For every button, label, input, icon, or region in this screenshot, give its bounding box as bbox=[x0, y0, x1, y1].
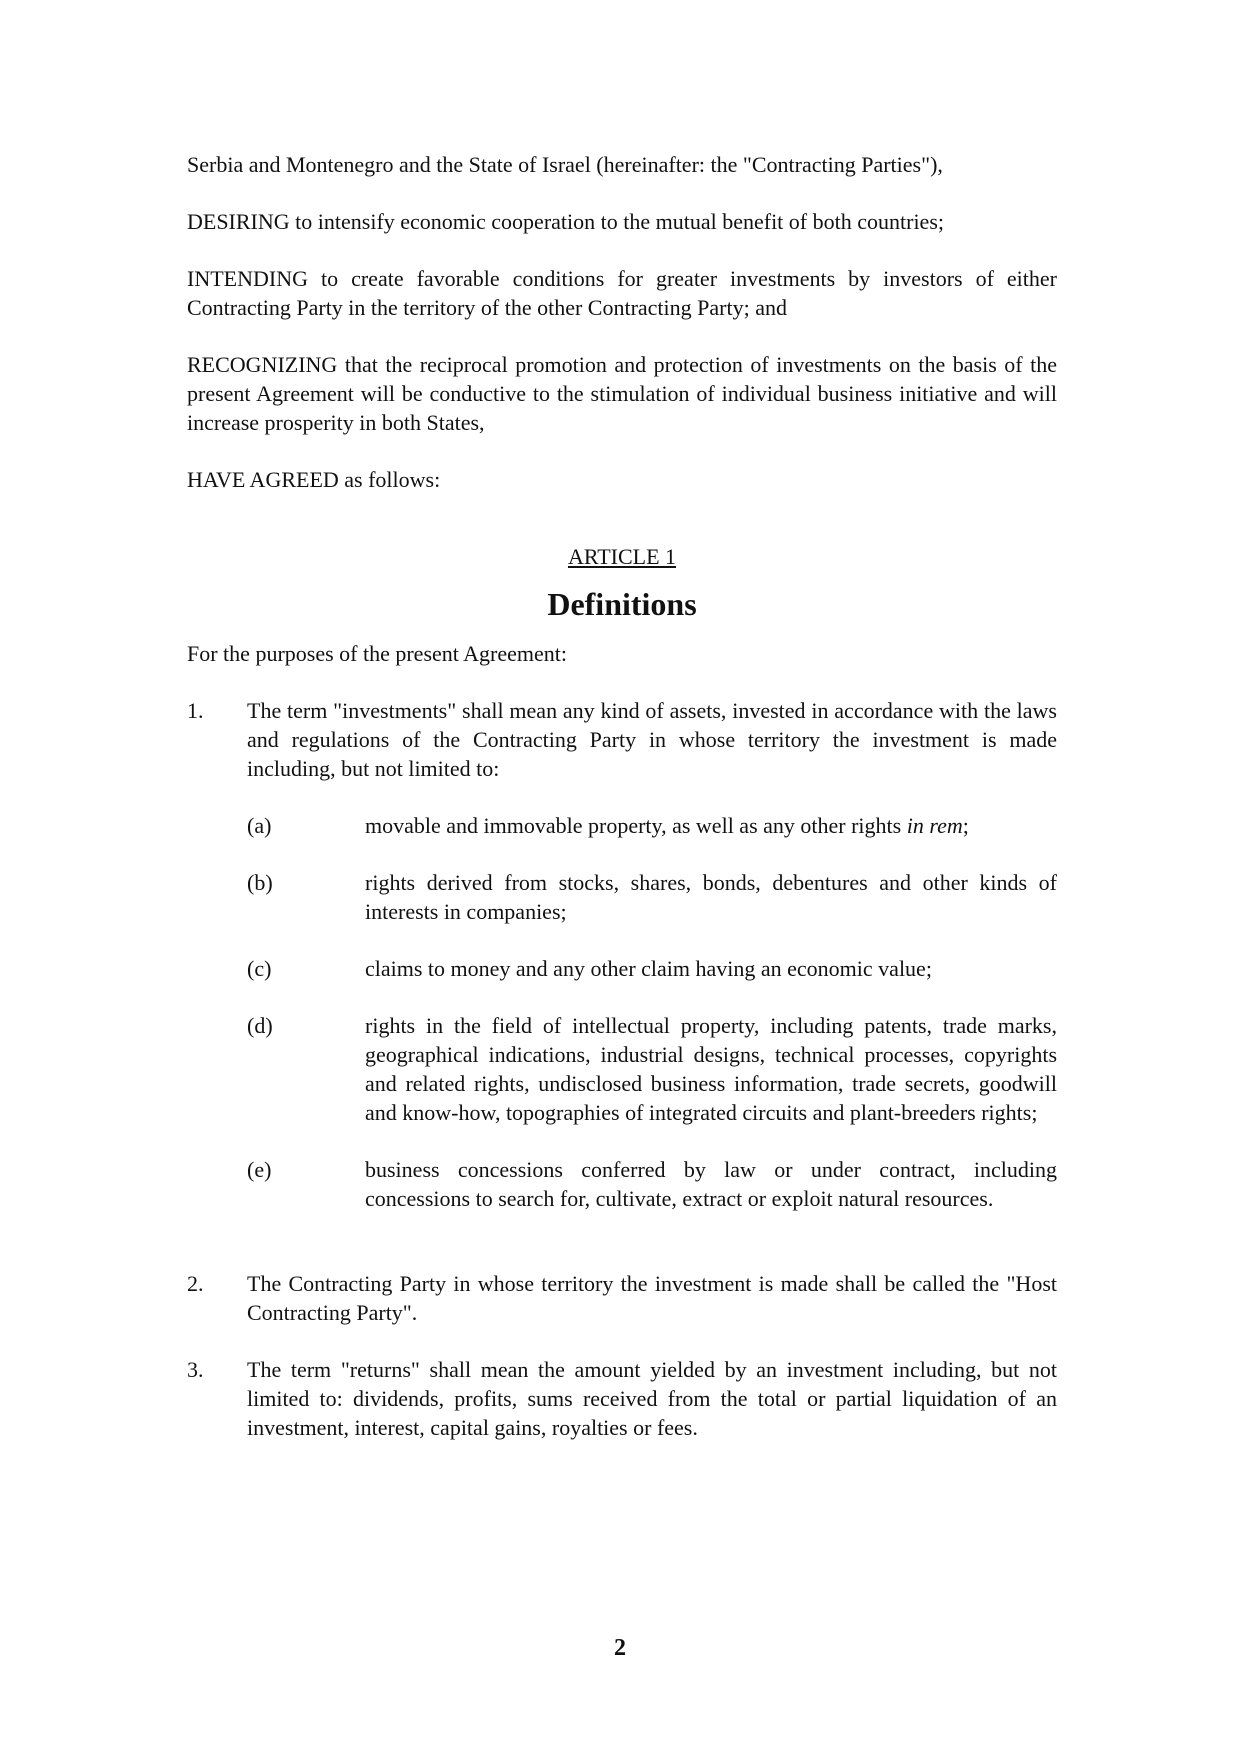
sub-item bbox=[247, 868, 1057, 926]
intro-desiring: DESIRING to intensify economic cooperation to the mutual benefit of both countries; bbox=[187, 209, 944, 234]
intro-agreed: HAVE AGREED as follows: bbox=[187, 467, 441, 492]
sub-item-italic: in rem bbox=[906, 813, 963, 838]
sub-item-text: rights in the field of intellectual property, including patents, trade marks, geographical indications, industrial designs, technical processes, copyrights and related rights, undisclosed business information, trade secrets, goodwill and know-how, topographies of integrated circuits and plant-breeders rights; bbox=[365, 1013, 1057, 1125]
article-title: Definitions bbox=[547, 586, 697, 622]
sub-item-letter: (a) bbox=[247, 813, 272, 838]
sub-item bbox=[247, 1011, 1057, 1127]
sub-item-letter: (c) bbox=[247, 956, 272, 981]
intro-intending: INTENDING to create favorable conditions for greater investments by investors of either Contracting Party in the territory of the other Contracting Party; and bbox=[187, 266, 1057, 320]
item-text: The term "returns" shall mean the amount yielded by an investment including, but not limited to: dividends, profits, sums received from the total or partial liquidation of an investment, interest, capital gains, royalties or fees. bbox=[247, 1357, 1057, 1440]
sub-item bbox=[247, 954, 1057, 983]
sub-item-letter: (e) bbox=[247, 1157, 272, 1182]
item-number: 2. bbox=[187, 1271, 204, 1296]
sub-item-text: business concessions conferred by law or under contract, including concessions to search for, cultivate, extract or exploit natural resources. bbox=[365, 1157, 1057, 1211]
page-number: 2 bbox=[614, 1635, 626, 1661]
sub-item-letter: (b) bbox=[247, 870, 273, 895]
item-number: 3. bbox=[187, 1357, 204, 1382]
sub-item bbox=[247, 811, 1057, 840]
intro-recognizing: RECOGNIZING that the reciprocal promotion and protection of investments on the basis of the present Agreement will be conductive to the stimulation of individual business initiative and will increase prosperity in both States, bbox=[187, 352, 1057, 435]
document-page bbox=[187, 150, 1057, 1470]
sub-item-text: movable and immovable property, as well as any other rights in rem; bbox=[365, 813, 969, 838]
sub-item bbox=[247, 1155, 1057, 1213]
item-number: 1. bbox=[187, 698, 204, 723]
item-text: The term "investments" shall mean any kind of assets, invested in accordance with the laws and regulations of the Contracting Party in whose territory the investment is made including, but not limited to: bbox=[247, 698, 1057, 781]
sub-item-letter: (d) bbox=[247, 1013, 273, 1038]
article-lead: For the purposes of the present Agreement: bbox=[187, 641, 568, 666]
sub-list bbox=[247, 811, 1057, 1213]
intro-parties: Serbia and Montenegro and the State of Israel (hereinafter: the "Contracting Parties"), bbox=[187, 152, 943, 177]
item-text: The Contracting Party in whose territory the investment is made shall be called the "Host Contracting Party". bbox=[247, 1271, 1057, 1325]
definition-item bbox=[187, 1355, 1057, 1442]
definition-item bbox=[187, 696, 1057, 1213]
sub-item-text: rights derived from stocks, shares, bonds, debentures and other kinds of interests in companies; bbox=[365, 870, 1057, 924]
sub-item-text: claims to money and any other claim having an economic value; bbox=[365, 956, 932, 981]
definition-item bbox=[187, 1269, 1057, 1327]
article-heading: ARTICLE 1 bbox=[567, 544, 677, 569]
